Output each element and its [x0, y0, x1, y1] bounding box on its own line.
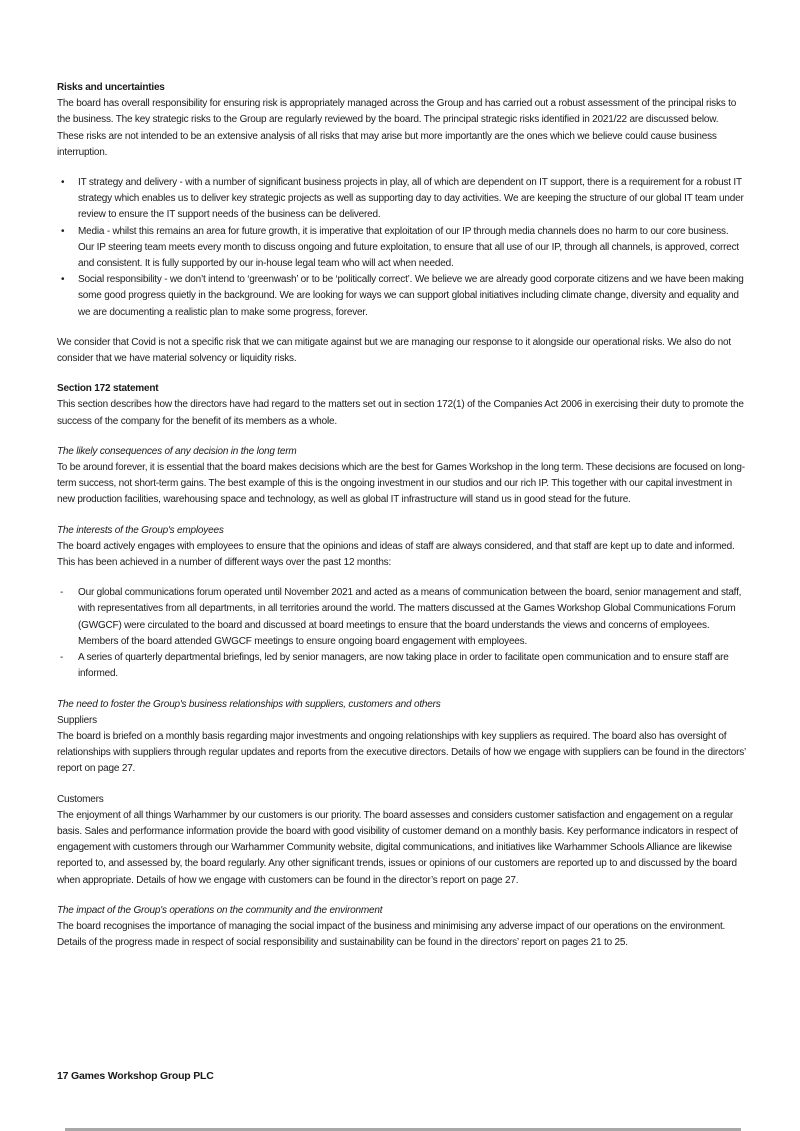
employees-dash-list: [57, 585, 746, 682]
dash-item-gwgcf: - Our global communications forum operated until November 2021 and acted as a means of communication between the board, senior management and staff, with representatives from all departments, in all territories around the world. The matters discussed at the Games Workshop Global Communications Forum (GWGCF) were circulated to the board and discussed at board meetings to ensure that the board understands the views and concerns of employees. Members of the board attended GWGCF meetings to ensure ongoing board engagement with employees.: [57, 585, 746, 650]
subheading-community: The impact of the Group's operations on the community and the environment: [57, 904, 383, 916]
subheading-employees: The interests of the Group's employees: [57, 524, 224, 536]
bullet-item-it-strategy: • IT strategy and delivery - with a number of significant business projects in play, all of which are dependent on IT support, there is a requirement for a robust IT strategy which enables us to deliver key strategic projects as well as supporting day to day activities. We are keeping the structure of our global IT team under review to ensure the IT support needs of the business can be delivered.: [57, 175, 746, 224]
s172-intro-paragraph: This section describes how the directors have had regard to the matters set out in section 172(1) of the Companies Act 2006 in exercising their duty to promote the success of the company for the benefit of its members as a whole.: [57, 399, 744, 427]
section-heading-s172: Section 172 statement: [57, 383, 159, 395]
company-name: Games Workshop Group PLC: [71, 1070, 214, 1082]
risks-bullet-list: [57, 175, 746, 321]
employees-paragraph: The board actively engages with employees to ensure that the opinions and ideas of staff are always considered, and that staff are kept up to date and informed. This has been achieved in a number of different ways over the past 12 months:: [57, 540, 735, 569]
suppliers-label: Suppliers: [57, 714, 97, 726]
customers-label: Customers: [57, 793, 104, 805]
document-page: [57, 80, 746, 965]
community-paragraph: The board recognises the importance of managing the social impact of the business and minimising any adverse impact of our operations on the environment. Details of the progress made in respect of social responsibility and sustainability can be found in the directors’ report on pages 21 to 25.: [57, 920, 726, 949]
section-heading-risks: Risks and uncertainties: [57, 82, 165, 93]
dash-item-briefings: - A series of quarterly departmental briefings, led by senior managers, are now taking place in order to facilitate open communication and to ensure staff are informed.: [57, 650, 746, 682]
risks-intro-paragraph: The board has overall responsibility for ensuring risk is appropriately managed across the Group and has carried out a robust assessment of the principal risks to the business. The key strategic risks to the Group are regularly reviewed by the board. The principal strategic risks identified in 2021/22 are discussed below. These risks are not intended to be an extensive analysis of all risks that may arise but more importantly are the ones which we believe could cause business interruption.: [57, 98, 737, 158]
suppliers-paragraph: The board is briefed on a monthly basis regarding major investments and ongoing relationships with key suppliers as required. The board also has oversight of relationships with suppliers through regular updates and reports from the executive directors. Details of how we engage with suppliers can be found in the directors’ report on page 27.: [57, 730, 746, 775]
covid-paragraph: We consider that Covid is not a specific risk that we can mitigate against but we are managing our response to it alongside our operational risks. We also do not consider that we have material solvency or liquidity risks.: [57, 336, 731, 365]
customers-paragraph: The enjoyment of all things Warhammer by our customers is our priority. The board assesses and considers customer satisfaction and engagement on a regular basis. Sales and performance information provide the board with good visibility of customer demand on a monthly basis. Key performance indicators in respect of engagement with customers through our Warhammer Community website, digital communications, and initiatives like Warhammer Schools Alliance are likewise reported to, and assessed by, the board regularly. Any other significant trends, issues or opinions of our customers are reported up to and discussed by the board when appropriate. Details of how we engage with customers can be found in the director’s report on page 27.: [57, 809, 738, 886]
subheading-relationships: The need to foster the Group's business relationships with suppliers, customers and others: [57, 698, 441, 710]
long-term-paragraph: To be around forever, it is essential that the board makes decisions which are the best for Games Workshop in the long term. These decisions are focused on long-term success, not short-term gains. The best example of this is the ongoing investment in our studios and our rich IP. This together with our capital investment in new production facilities, warehousing space and technology, as well as global IT infrastructure will stand us in good stead for the future.: [57, 462, 745, 506]
page-number: 17: [57, 1070, 69, 1082]
bullet-item-social-responsibility: • Social responsibility - we don’t intend to ‘greenwash’ or to be ‘politically correct’. We believe we are already good corporate citizens and we have been making some good progress quietly in the background. We are looking for ways we can support global initiatives including climate change, diversity and equality and we are documenting a realistic plan to make some progress, forever.: [57, 272, 746, 321]
bullet-item-media: • Media - whilst this remains an area for future growth, it is imperative that exploitation of our IP through media channels does no harm to our core business. Our IP steering team meets every month to discuss ongoing and future exploitation, to ensure that all use of our IP, through all channels, is approved, correct and consistent. It is fully supported by our in-house legal team who will act when needed.: [57, 224, 746, 273]
page-footer: [57, 1070, 214, 1082]
subheading-long-term: The likely consequences of any decision in the long term: [57, 445, 297, 457]
